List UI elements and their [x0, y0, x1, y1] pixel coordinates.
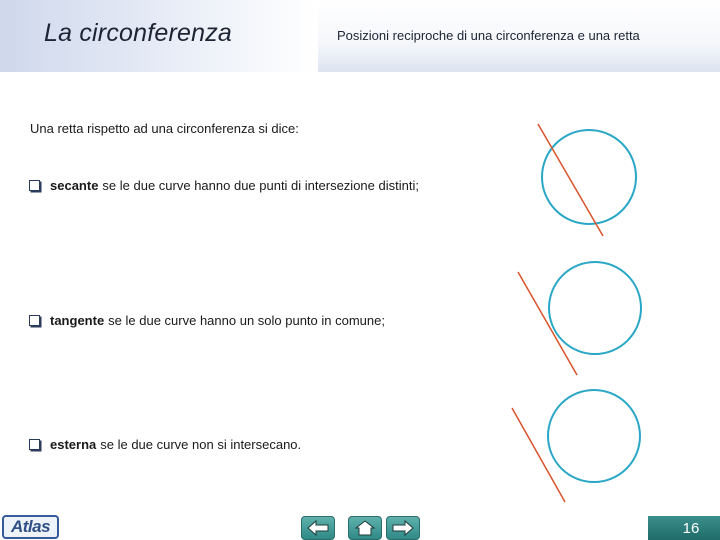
term-tangente: tangente: [50, 313, 105, 328]
atlas-logo: [2, 515, 59, 539]
next-button[interactable]: [386, 516, 420, 540]
circle-external: [548, 390, 640, 482]
intro-text: Una retta rispetto ad una circonferenza si dice:: [30, 121, 299, 136]
circle-secant: [542, 130, 636, 224]
line-external: [512, 408, 565, 502]
page-title: La circonferenza: [44, 19, 233, 47]
term-secante: secante: [50, 178, 99, 193]
page-number: 16: [648, 516, 720, 540]
arrow-left-icon: [305, 519, 331, 537]
diagram-secant: [538, 124, 636, 236]
line-tangent: [518, 272, 577, 375]
home-button[interactable]: [348, 516, 382, 540]
diagram-external: [512, 390, 640, 502]
page-subtitle: Posizioni reciproche di una circonferenza e una retta: [337, 28, 640, 43]
definition-esterna: se le due curve non si intersecano.: [100, 437, 302, 452]
diagram-tangent: [518, 262, 641, 375]
definition-secante: se le due curve hanno due punti di intersezione distinti;: [102, 178, 419, 193]
home-icon: [353, 519, 377, 537]
term-esterna: esterna: [50, 437, 97, 452]
circle-tangent: [549, 262, 641, 354]
definition-tangente: se le due curve hanno un solo punto in comune;: [108, 313, 385, 328]
arrow-right-icon: [390, 519, 416, 537]
previous-button[interactable]: [301, 516, 335, 540]
logo-text: Atlas: [10, 517, 51, 536]
